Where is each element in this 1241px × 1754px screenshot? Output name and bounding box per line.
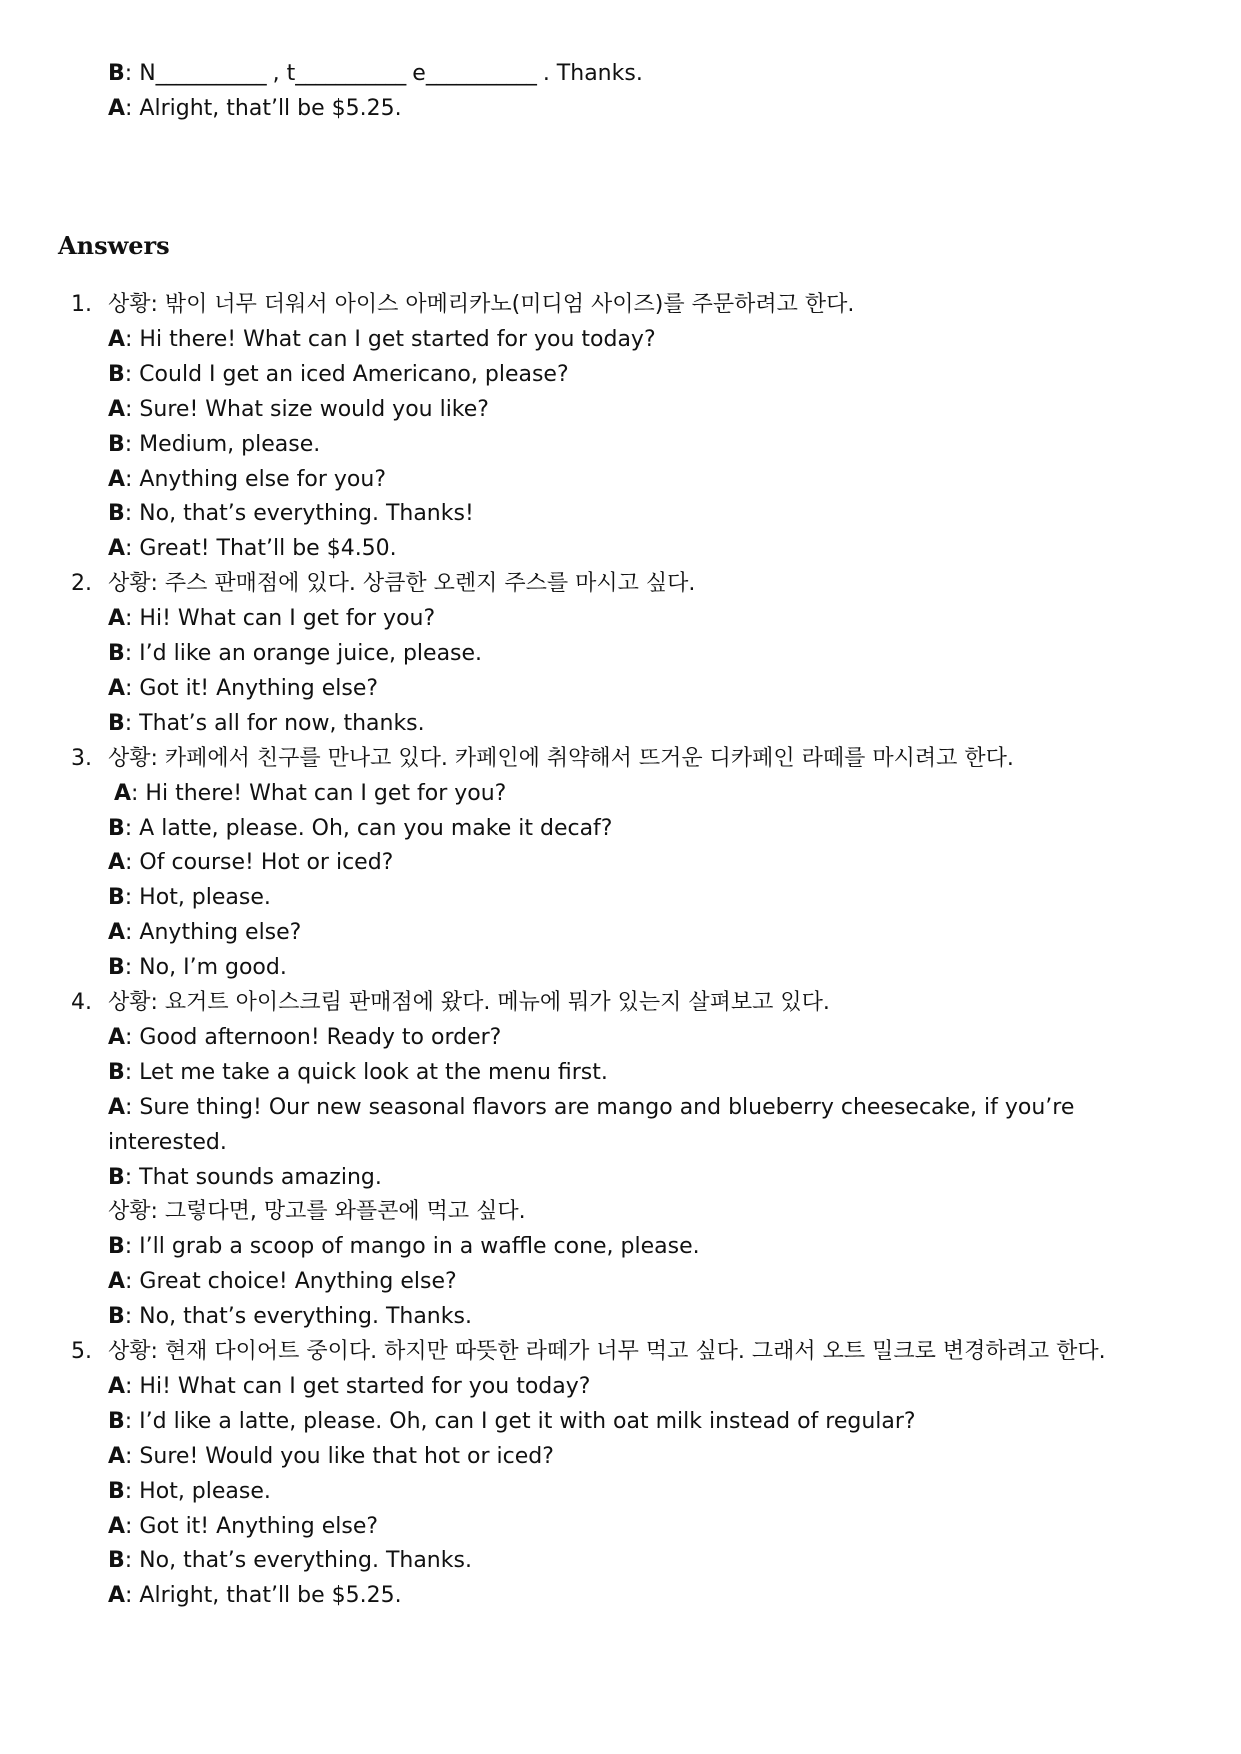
- dialogue-line: [108, 1442, 554, 1472]
- dialogue-text: : No, that’s everything. Thanks.: [124, 1304, 472, 1330]
- speaker-label: A: [108, 1373, 126, 1399]
- speaker-label: A: [108, 606, 126, 632]
- answers-heading: Answers: [58, 231, 170, 260]
- dialogue-text: : Good afternoon! Ready to order?: [125, 1024, 502, 1050]
- item-number: 2.: [71, 571, 92, 597]
- item-number: 1.: [71, 292, 92, 317]
- speaker-label: B: [108, 641, 125, 666]
- dialogue-text: : Alright, that’ll be $5.25.: [125, 1583, 402, 1609]
- dialogue-text: : Hi there! What can I get for you?: [131, 780, 507, 806]
- dialogue-text: : I’ll grab a scoop of mango in a waffle cone, please.: [124, 1234, 700, 1260]
- dialogue-text: : Sure! What size would you like?: [125, 396, 489, 422]
- top-b-line: B: N___________ , t___________ e___________ . Thanks.: [108, 61, 643, 86]
- dialogue-line: [108, 430, 320, 460]
- dialogue-line: [108, 1477, 271, 1507]
- dialogue-text: : Anything else?: [125, 920, 302, 946]
- dialogue-line: [108, 1581, 402, 1611]
- situation-text: 상황: 요거트 아이스크림 판매점에 왔다. 메뉴에 뭐가 있는지 살펴보고 있다.: [108, 990, 830, 1015]
- dialogue-line: [114, 779, 506, 809]
- speaker-label: B: [108, 710, 125, 736]
- dialogue-text: : Hi there! What can I get started for you today?: [125, 326, 656, 352]
- speaker-label: B: [108, 1234, 125, 1260]
- dialogue-line: [108, 709, 425, 739]
- blank-3-letter: e: [412, 61, 426, 86]
- dialogue-text: : Of course! Hot or iced?: [125, 850, 394, 876]
- speaker-label: A: [108, 850, 126, 876]
- dialogue-text: interested.: [108, 1129, 227, 1155]
- speaker-label: B: [108, 885, 125, 911]
- blank-1: ___________: [155, 61, 266, 86]
- dialogue-line: [108, 1546, 472, 1576]
- blank-2-letter: t: [286, 61, 296, 86]
- dialogue-text: : Let me take a quick look at the menu first.: [124, 1059, 608, 1085]
- speaker-label: A: [108, 326, 126, 352]
- dialogue-line: [108, 639, 482, 669]
- item-number: 5.: [71, 1339, 92, 1364]
- speaker-label: B: [108, 1164, 125, 1190]
- speaker-label: A: [108, 675, 126, 701]
- dialogue-line: [108, 674, 378, 704]
- dialogue-line: [108, 1232, 700, 1262]
- speaker-label: B: [108, 1548, 125, 1574]
- dialogue-text: : Hot, please.: [124, 885, 271, 911]
- dialogue-line: [108, 918, 301, 948]
- dialogue-line: [108, 534, 397, 564]
- dialogue-line: [108, 1407, 916, 1437]
- speaker-label: B: [108, 61, 125, 86]
- dialogue-text: : Great! That’ll be $4.50.: [125, 536, 397, 562]
- dialogue-line: [108, 1267, 457, 1297]
- speaker-label: B: [108, 815, 125, 841]
- item-number: 3.: [71, 745, 92, 771]
- dialogue-text: : Sure! Would you like that hot or iced?: [125, 1443, 554, 1469]
- blank-1-letter: N: [139, 61, 156, 86]
- speaker-label: A: [114, 780, 132, 806]
- dialogue-line: [108, 499, 474, 529]
- situation-text: 상황: 현재 다이어트 중이다. 하지만 따뜻한 라떼가 너무 먹고 싶다. 그래서 오트 밀크로 변경하려고 한다.: [108, 1339, 1106, 1364]
- dialogue-text: : Medium, please.: [124, 431, 321, 457]
- dialogue-line: [108, 1093, 1074, 1123]
- speaker-label: B: [108, 361, 125, 387]
- speaker-label: B: [108, 431, 125, 457]
- dialogue-text: : A latte, please. Oh, can you make it decaf?: [124, 815, 613, 841]
- speaker-label: A: [108, 1443, 126, 1469]
- item-number: 4.: [71, 990, 92, 1015]
- dialogue-text: : I’d like an orange juice, please.: [124, 641, 483, 666]
- situation-text: 상황: 밖이 너무 더워서 아이스 아메리카노(미디엄 사이즈)를 주문하려고 한다.: [108, 292, 855, 317]
- dialogue-text: : No, I’m good.: [124, 955, 287, 981]
- situation-text: 상황: 주스 판매점에 있다. 상큼한 오렌지 주스를 마시고 싶다.: [108, 571, 696, 597]
- speaker-label: A: [108, 96, 126, 121]
- dialogue-text: : Hot, please.: [124, 1478, 271, 1504]
- dialogue-line: [108, 1023, 501, 1053]
- speaker-label: A: [108, 1094, 126, 1120]
- speaker-label: B: [108, 1408, 125, 1434]
- speaker-label: A: [108, 396, 126, 422]
- blank-2: ___________: [295, 61, 406, 86]
- dialogue-line: [108, 883, 271, 913]
- top-a-line: A: Alright, that’ll be $5.25.: [108, 96, 402, 121]
- dialogue-line: [108, 1512, 378, 1542]
- speaker-label: B: [108, 501, 125, 527]
- blank-3: ___________: [425, 61, 536, 86]
- dialogue-text: 상황: 그렇다면, 망고를 와플콘에 먹고 싶다.: [108, 1199, 526, 1225]
- dialogue-line: [108, 395, 489, 425]
- speaker-label: B: [108, 1059, 125, 1085]
- dialogue-line: [108, 1128, 227, 1158]
- dialogue-line: [108, 465, 386, 495]
- dialogue-text: : Sure thing! Our new seasonal flavors are mango and blueberry cheesecake, if you’re: [125, 1094, 1075, 1120]
- dialogue-line: [108, 953, 287, 983]
- speaker-label: A: [108, 1583, 126, 1609]
- dialogue-line: [108, 1372, 590, 1402]
- speaker-label: A: [108, 466, 126, 492]
- dialogue-text: : Got it! Anything else?: [125, 675, 379, 701]
- speaker-label: A: [108, 1513, 126, 1539]
- dialogue-text: : Anything else for you?: [125, 466, 387, 492]
- dialogue-text: : Hi! What can I get started for you today?: [125, 1373, 591, 1399]
- dialogue-line: [108, 814, 612, 844]
- dialogue-text: : That sounds amazing.: [124, 1164, 382, 1190]
- dialogue-text: : I’d like a latte, please. Oh, can I get it with oat milk instead of regular?: [124, 1408, 916, 1434]
- dialogue-line: [108, 848, 393, 878]
- situation-text: 상황: 카페에서 친구를 만나고 있다. 카페인에 취약해서 뜨거운 디카페인 라떼를 마시려고 한다.: [108, 745, 1014, 771]
- dialogue-text: : No, that’s everything. Thanks!: [124, 501, 474, 527]
- dialogue-text: : Could I get an iced Americano, please?: [124, 361, 569, 387]
- dialogue-text: : Got it! Anything else?: [125, 1513, 379, 1539]
- dialogue-line: [108, 604, 435, 634]
- dialogue-text: : That’s all for now, thanks.: [124, 710, 425, 736]
- dialogue-line: [108, 1058, 608, 1088]
- speaker-label: B: [108, 1478, 125, 1504]
- speaker-label: B: [108, 955, 125, 981]
- speaker-label: A: [108, 1269, 126, 1295]
- dialogue-line: [108, 1163, 382, 1193]
- dialogue-line: [108, 325, 656, 355]
- dialogue-text: : Great choice! Anything else?: [125, 1269, 457, 1295]
- speaker-label: B: [108, 1304, 125, 1330]
- dialogue-line: [108, 360, 569, 390]
- dialogue-text: : No, that’s everything. Thanks.: [124, 1548, 472, 1574]
- speaker-label: A: [108, 920, 126, 946]
- dialogue-text: : Hi! What can I get for you?: [125, 606, 436, 632]
- speaker-label: A: [108, 1024, 126, 1050]
- dialogue-line: [108, 1302, 472, 1332]
- speaker-label: A: [108, 536, 126, 562]
- dialogue-line: [108, 1197, 526, 1227]
